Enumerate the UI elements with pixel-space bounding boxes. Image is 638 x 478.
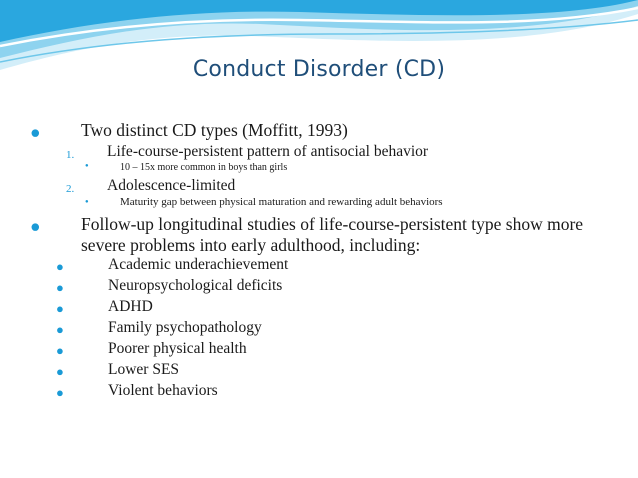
- bullet-text: Follow-up longitudinal studies of life-course-persistent type show more severe problems into early adulthood, including:: [81, 214, 584, 255]
- list-item: Poorer physical health: [108, 340, 247, 357]
- bullet-text: Two distinct CD types (Moffitt, 1993): [81, 120, 348, 140]
- sub-item-text: Maturity gap between physical maturation and rewarding adult behaviors: [120, 196, 443, 208]
- list-item: Violent behaviors: [108, 382, 218, 399]
- list-item: Academic underachievement: [108, 256, 289, 273]
- slide-title: Conduct Disorder (CD): [192, 57, 446, 82]
- bullet-dot-icon: ●: [56, 364, 64, 379]
- list-number: 2.: [66, 183, 75, 195]
- bullet-dot-icon: ●: [30, 122, 41, 142]
- sub-item-text: 10 – 15x more common in boys than girls: [120, 162, 288, 173]
- bullet-dot-icon: ●: [56, 385, 64, 400]
- list-item: Lower SES: [108, 361, 180, 378]
- bullet-dot-icon: ●: [56, 343, 64, 358]
- list-item: Neuropsychological deficits: [108, 277, 283, 294]
- bullet-dot-icon: ●: [30, 216, 41, 236]
- bullet-dot-icon: ●: [56, 322, 64, 337]
- numbered-item-text: Life-course-persistent pattern of antisocial behavior: [107, 143, 429, 160]
- bullet-dot-icon: ●: [56, 259, 64, 274]
- bullet-dot-icon: ●: [56, 280, 64, 295]
- sub-bullet-dot-icon: ●: [85, 163, 89, 169]
- sub-bullet-dot-icon: ●: [85, 199, 89, 205]
- list-item: Family psychopathology: [108, 319, 262, 336]
- list-number: 1.: [66, 149, 75, 161]
- numbered-item-text: Adolescence-limited: [107, 177, 236, 194]
- list-item: ADHD: [108, 298, 153, 315]
- bullet-dot-icon: ●: [56, 301, 64, 316]
